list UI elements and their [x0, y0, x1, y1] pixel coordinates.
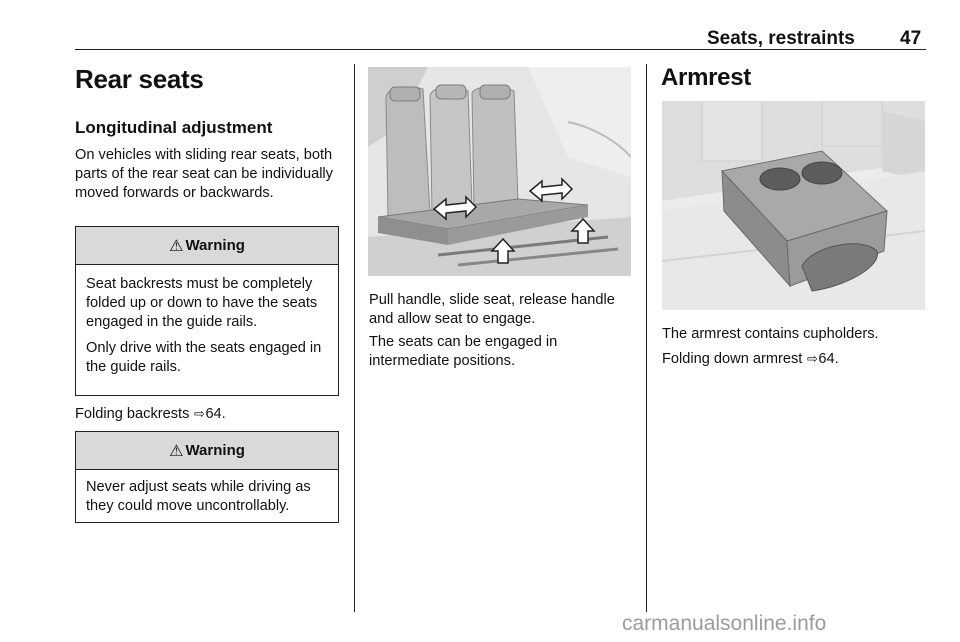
subheading-longitudinal-adjustment: Longitudinal adjustment — [75, 118, 273, 137]
column-divider-1 — [354, 64, 355, 612]
warning-triangle-icon: ⚠ — [169, 237, 184, 255]
section-title: Seats, restraints — [707, 28, 855, 49]
armrest-title: Armrest — [661, 64, 751, 91]
armrest-description: The armrest contains cupholders. — [662, 326, 879, 342]
reference-page-link[interactable]: 64. — [818, 351, 839, 367]
intermediate-positions-caption: The seats can be engaged in intermediate positions. — [369, 334, 558, 369]
warning-box-backrests — [75, 226, 339, 396]
seat-slide-caption: Pull handle, slide seat, release handle and allow seat to engage. — [369, 292, 615, 327]
watermark: carmanualsonline.info — [622, 612, 827, 635]
warning-box-driving — [75, 431, 339, 523]
armrest-illustration — [662, 101, 925, 310]
warning-label: Warning — [185, 442, 245, 459]
warning-text: Only drive with the seats engaged in the guide rails. — [86, 340, 322, 375]
warning-triangle-icon: ⚠ — [169, 442, 184, 460]
column-divider-2 — [646, 64, 647, 612]
backrest-reference — [75, 404, 337, 424]
warning-header — [76, 432, 338, 470]
warning-label: Warning — [185, 237, 245, 254]
reference-page-link[interactable]: 64. — [205, 406, 226, 422]
intro-paragraph: On vehicles with sliding rear seats, both parts of the rear seat can be individually moved forwards or backwards. — [75, 147, 333, 201]
armrest-reference — [662, 349, 924, 369]
warning-text: Seat backrests must be completely folded up or down to have the seats engaged in the guide rails. — [86, 276, 318, 330]
reference-text: Folding backrests — [75, 406, 190, 422]
header-rule — [75, 49, 926, 50]
page-title: Rear seats — [75, 64, 204, 94]
warning-text: Never adjust seats while driving as they could move uncontrollably. — [86, 479, 311, 514]
reference-text: Folding down armrest — [662, 351, 803, 367]
page-number: 47 — [900, 28, 922, 49]
warning-header — [76, 227, 338, 265]
rear-seat-illustration — [368, 67, 631, 276]
page-reference-arrow-icon: ⇨ — [193, 406, 205, 421]
page-reference-arrow-icon: ⇨ — [806, 351, 818, 366]
